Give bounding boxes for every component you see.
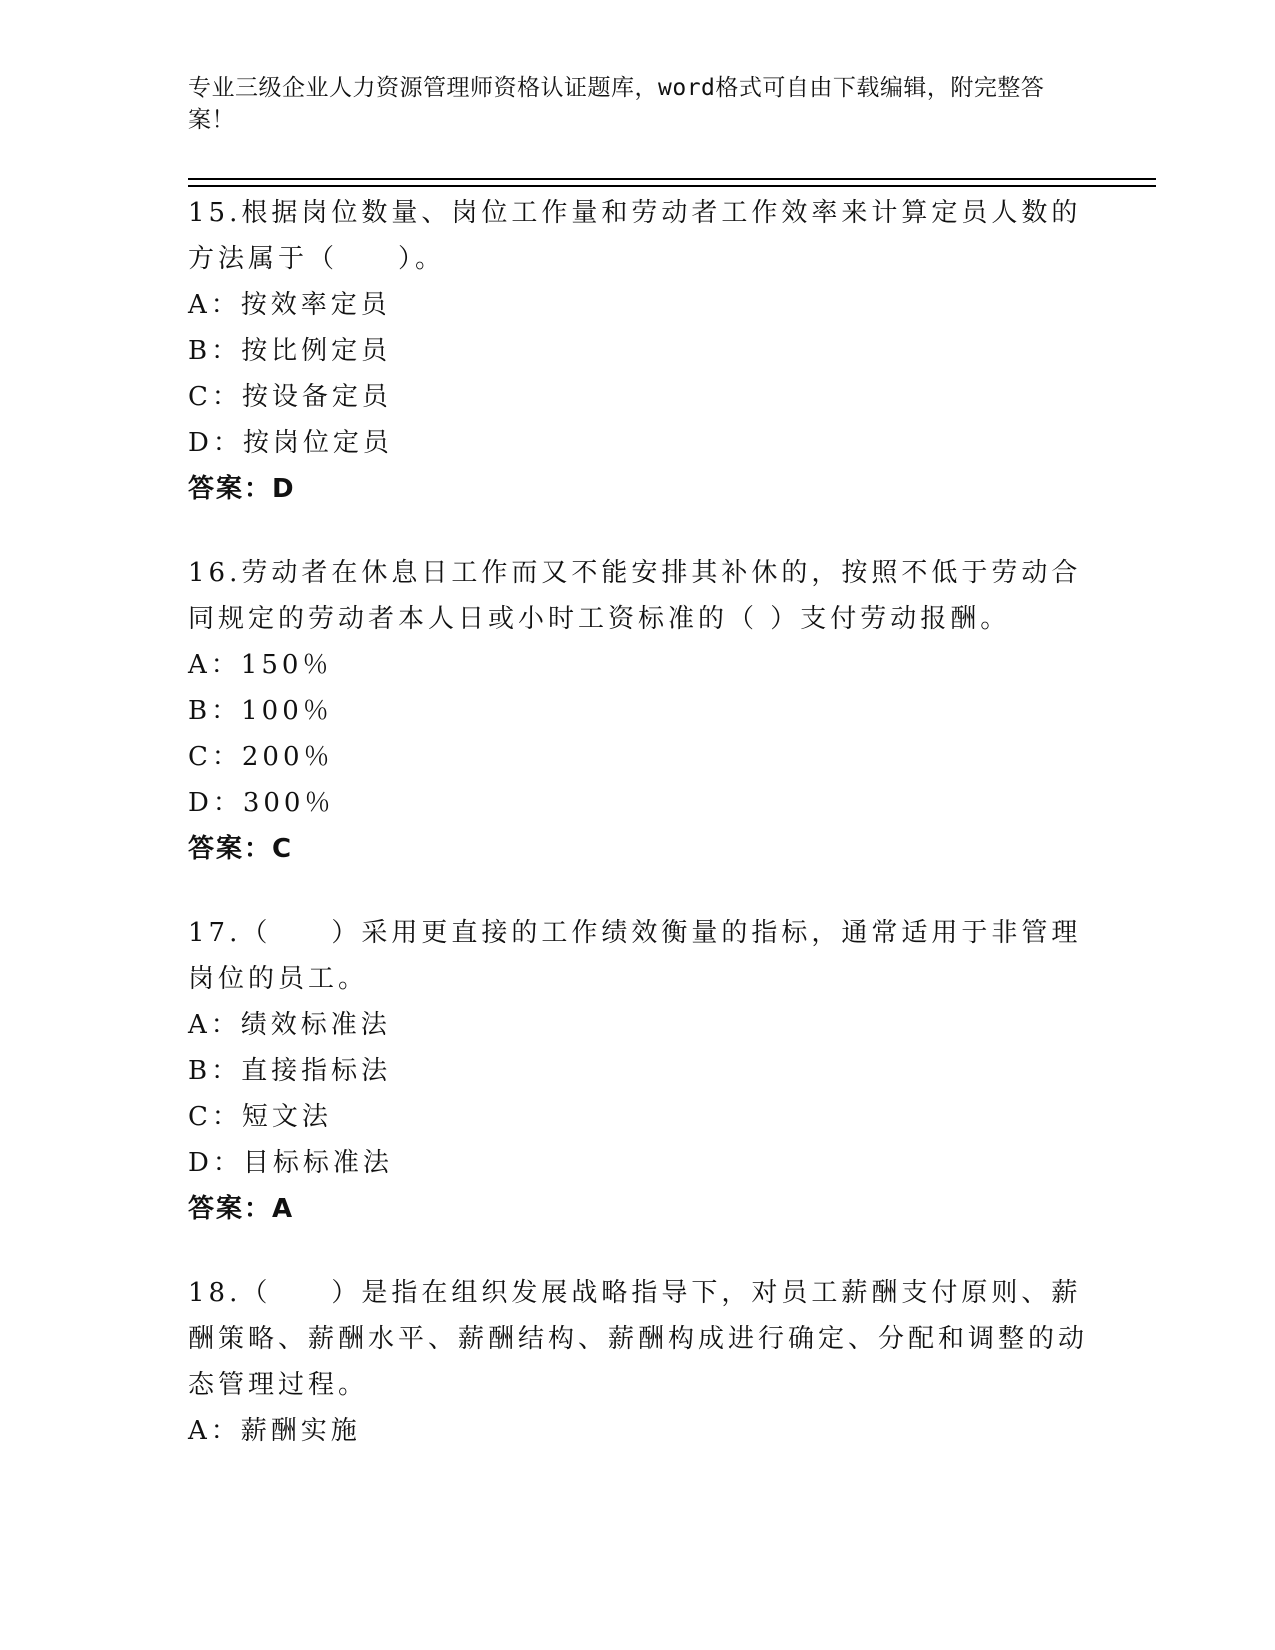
option-a: A：150％ bbox=[188, 650, 333, 680]
option-b: B：100％ bbox=[188, 696, 333, 726]
option-c: C：短文法 bbox=[188, 1102, 332, 1132]
option-d: D：目标标准法 bbox=[188, 1148, 393, 1178]
option-c: C：200％ bbox=[188, 742, 334, 772]
question-15 bbox=[188, 190, 1088, 512]
option-a: A：绩效标准法 bbox=[188, 1010, 391, 1040]
question-18 bbox=[188, 1270, 1088, 1454]
header-divider-top bbox=[188, 178, 1156, 180]
option-b: B：直接指标法 bbox=[188, 1056, 392, 1086]
answer: 答案：C bbox=[188, 834, 294, 864]
question-list bbox=[188, 190, 1088, 1492]
header-divider-bottom bbox=[188, 185, 1156, 187]
option-d: D：按岗位定员 bbox=[188, 428, 393, 458]
answer: 答案：D bbox=[188, 474, 296, 504]
page-header-text: 专业三级企业人力资源管理师资格认证题库，word格式可自由下载编辑，附完整答案！ bbox=[188, 75, 1045, 133]
question-stem: 17.（ ）采用更直接的工作绩效衡量的指标，通常适用于非管理岗位的员工。 bbox=[188, 918, 1082, 994]
option-a: A：按效率定员 bbox=[188, 290, 391, 320]
option-a: A：薪酬实施 bbox=[188, 1416, 361, 1446]
question-stem: 15.根据岗位数量、岗位工作量和劳动者工作效率来计算定员人数的方法属于（ ）。 bbox=[188, 198, 1082, 274]
option-c: C：按设备定员 bbox=[188, 382, 392, 412]
question-stem: 16.劳动者在休息日工作而又不能安排其补休的，按照不低于劳动合同规定的劳动者本人日或小时工资标准的（ ）支付劳动报酬。 bbox=[188, 558, 1082, 634]
question-16 bbox=[188, 550, 1088, 872]
option-b: B：按比例定员 bbox=[188, 336, 392, 366]
question-17 bbox=[188, 910, 1088, 1232]
question-stem: 18.（ ）是指在组织发展战略指导下，对员工薪酬支付原则、薪酬策略、薪酬水平、薪酬结构、薪酬构成进行确定、分配和调整的动态管理过程。 bbox=[188, 1278, 1089, 1400]
option-d: D：300％ bbox=[188, 788, 335, 818]
answer: 答案：A bbox=[188, 1194, 295, 1224]
